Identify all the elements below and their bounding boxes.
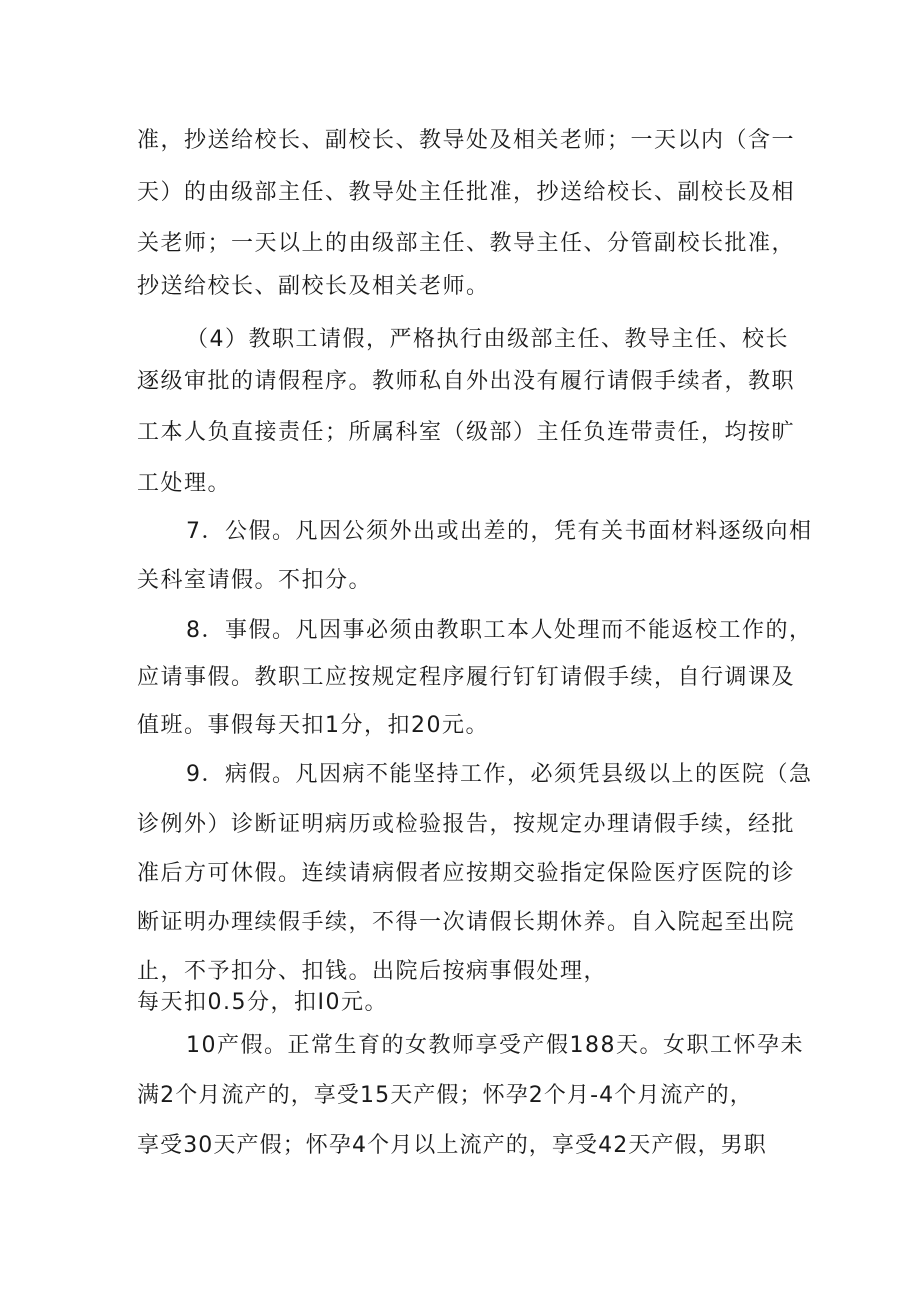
text-line: 10产假。正常生育的女教师享受产假188天。女职工怀孕未 xyxy=(186,1033,804,1058)
text-line: 止，不予扣分、扣钱。出院后按病事假处理， xyxy=(137,959,608,984)
text-line: 准后方可休假。连续请病假者应按期交验指定保险医疗医院的诊 xyxy=(137,861,796,886)
text-line: 天）的由级部主任、教导处主任批准，抄送给校长、副校长及相 xyxy=(137,180,796,205)
text-line: 工本人负直接责任；所属科室（级部）主任负连带责任，均按旷 xyxy=(137,420,796,445)
text-line: 值班。事假每天扣1分，扣20元。 xyxy=(137,713,489,738)
text-line: 诊例外）诊断证明病历或检验报告，按规定办理请假手续，经批 xyxy=(137,812,796,837)
text-line: 9．病假。凡因病不能坚持工作，必须凭县级以上的医院（急 xyxy=(186,762,813,787)
text-line: 关科室请假。不扣分。 xyxy=(137,568,373,593)
text-line: 准，抄送给校长、副校长、教导处及相关老师；一天以内（含一 xyxy=(137,128,796,153)
text-line: 关老师；一天以上的由级部主任、教导主任、分管副校长批准， xyxy=(137,231,796,256)
text-line: 断证明办理续假手续，不得一次请假长期休养。自入院起至出院 xyxy=(137,910,796,935)
text-line: 满2个月流产的，享受15天产假；怀孕2个月-4个月流产的， xyxy=(137,1083,753,1108)
text-line: 7．公假。凡因公须外出或出差的，凭有关书面材料逐级向相 xyxy=(186,519,813,544)
text-line: 应请事假。教职工应按规定程序履行钉钉请假手续，自行调课及 xyxy=(137,665,796,690)
text-line: 抄送给校长、副校长及相关老师。 xyxy=(137,274,490,299)
text-line: 享受30天产假；怀孕4个月以上流产的，享受42天产假，男职 xyxy=(137,1133,767,1158)
text-line: 每天扣0.5分，扣I0元。 xyxy=(137,990,388,1015)
text-line: 逐级审批的请假程序。教师私自外出没有履行请假手续者，教职 xyxy=(137,369,796,394)
text-line: 工处理。 xyxy=(137,471,232,496)
text-line: 8．事假。凡因事必须由教职工本人处理而不能返校工作的， xyxy=(186,618,813,643)
text-line: （4）教职工请假，严格执行由级部主任、教导主任、校长 xyxy=(186,327,789,352)
